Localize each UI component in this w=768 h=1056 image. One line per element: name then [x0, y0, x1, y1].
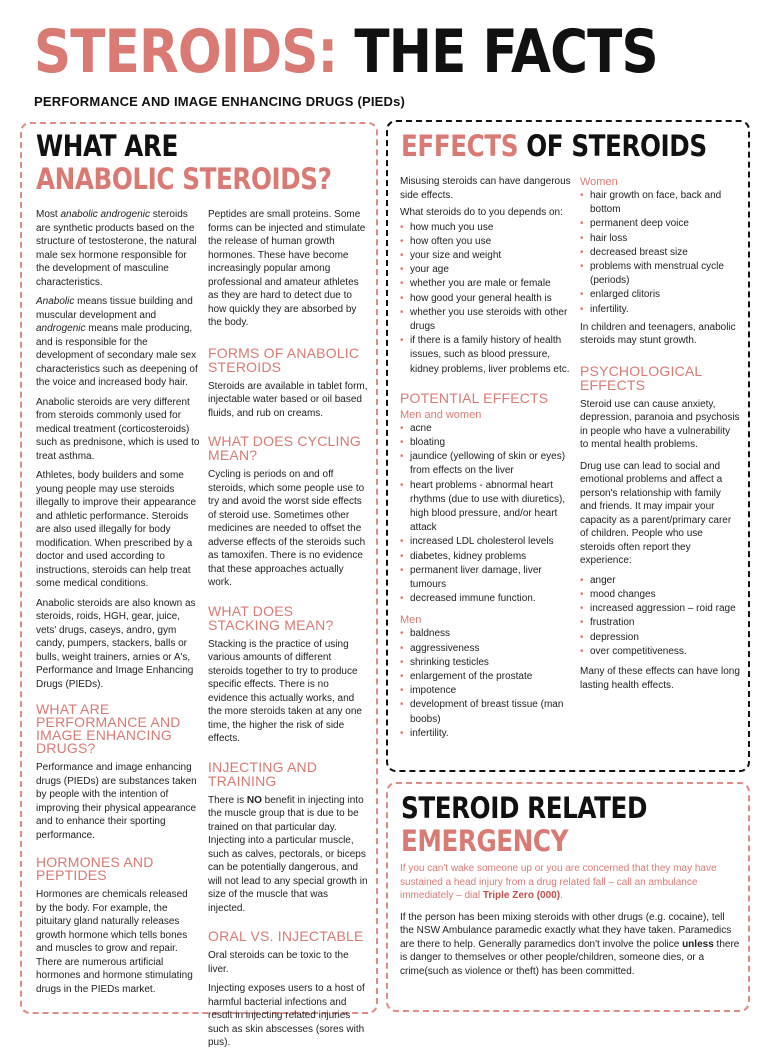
list-item: • problems with menstrual cycle (periods): [580, 260, 740, 288]
text-span: If the person has been mixing steroids with other drugs (e.g. cocaine), tell the NSW Ambulance paramedic exactly what they have taken. Paramedics are there to help. Generally paramedics don't involve the police: [400, 911, 732, 950]
men-women-list: [400, 422, 572, 607]
list-item: • shrinking testicles: [400, 656, 572, 670]
list-item: • whether you are male or female: [400, 277, 572, 291]
text-span: There is: [208, 794, 247, 806]
para-psych-end: Many of these effects can have long lasting health effects.: [580, 666, 740, 691]
left-column-2: [208, 208, 368, 1056]
title-part2: THE FACTS: [354, 17, 658, 87]
para-cycling: Cycling is periods on and off steroids, which some people use to try and avoid the worst side effects of steroid use. Sometimes other medicines are needed to offset the adverse effects of the steroids such as tamoxifen. There is no evidence that these approaches actually work.: [208, 469, 366, 588]
heading-hormones-peptides: HORMONES AND PEPTIDES: [36, 854, 154, 883]
title-part1: STEROIDS:: [34, 17, 338, 87]
list-item: • aggressiveness: [400, 642, 572, 656]
list-item: • hair loss: [580, 232, 740, 246]
list-item: • acne: [400, 422, 572, 436]
page-title: [34, 14, 658, 90]
subheading-women: Women: [580, 176, 618, 188]
psych-list: [580, 574, 740, 659]
para-forms: Steroids are available in tablet form, injectable water based or oil based fluids, and rub on creams.: [208, 380, 368, 419]
text-span: benefit in injecting into the muscle group that is due to be trained on that particular day. Injecting into a particular muscle, such as calves, pectorals, or biceps can be potentially dangerous, and will not lead to any special growth in size of the muscle that was injected.: [208, 794, 368, 914]
list-item: • depression: [580, 631, 740, 645]
list-item: • impotence: [400, 684, 572, 698]
para-peptides: Peptides are small proteins. Some forms can be injected and stimulate the release of human growth hormones. These have become increasingly popular among professional and amateur athletes as they are hard to detect due to how quickly they are absorbed by the body.: [208, 209, 366, 328]
anabolic-heading-line1: WHAT ARE: [36, 129, 178, 163]
heading-forms: FORMS OF ANABOLIC STEROIDS: [208, 344, 360, 375]
text-italic: androgenic: [36, 323, 86, 334]
text-span: there is danger to themselves or other people/children, someone dies, or a crime(such as violence or theft) has been committed.: [400, 938, 740, 977]
list-item: • permanent liver damage, liver tumours: [400, 564, 572, 592]
text-italic: Anabolic: [36, 296, 75, 307]
list-item: • permanent deep voice: [580, 217, 740, 231]
text-span: If you can't wake someone up or you are concerned that they may have sustained a head injury from a drug related fall – call an ambulance immediately – dial: [400, 863, 717, 901]
list-item: • development of breast tissue (man boobs): [400, 698, 572, 726]
heading-oral: ORAL VS. INJECTABLE: [208, 928, 364, 944]
para-psych-2: Drug use can lead to social and emotional problems and affect a person's relationship with family and friends. It may impair your capacity as a parent/primary carer of children. People who use steroids often report they experience:: [580, 460, 732, 567]
heading-stacking: WHAT DOES STACKING MEAN?: [208, 602, 334, 633]
list-item: • your age: [400, 263, 572, 277]
effects-heading-part1: EFFECTS: [401, 129, 519, 163]
women-list: [580, 189, 740, 317]
effects-heading: [401, 130, 707, 163]
text-span: steroids are synthetic products based on the structure of testosterone, the natural male sex hormone responsible for the development of masculine characteristics.: [36, 209, 197, 288]
list-item: • mood changes: [580, 588, 740, 602]
para-injecting: [208, 794, 368, 916]
list-item: • infertility.: [580, 303, 740, 317]
emergency-heading: [401, 792, 647, 858]
emergency-heading-line2: EMERGENCY: [401, 824, 569, 858]
para-anabolic-meaning: [36, 295, 200, 390]
heading-injecting: INJECTING AND TRAINING: [208, 758, 318, 789]
para-athletes: Athletes, body builders and some young people may use steroids illegally to improve their appearance and athletic performance. Steroids are also used illegally for body modification. When prescribed by a doctor and used according to instructions, steroids can help treat some medical conditions.: [36, 470, 197, 589]
list-item: • enlargement of the prostate: [400, 670, 572, 684]
effects-heading-part2: OF STEROIDS: [526, 129, 707, 163]
page-subtitle: PERFORMANCE AND IMAGE ENHANCING DRUGS (PIEDs): [34, 94, 406, 109]
para-children: In children and teenagers, anabolic steroids may stunt growth.: [580, 321, 736, 347]
list-item: • bloating: [400, 436, 572, 450]
list-item: • how often you use: [400, 235, 572, 249]
left-column-1: [36, 208, 200, 1002]
list-item: • increased LDL cholesterol levels: [400, 535, 572, 549]
anabolic-heading: [36, 130, 331, 196]
text-italic: anabolic androgenic: [60, 209, 150, 220]
list-item: • heart problems - abnormal heart rhythms (due to use with diuretics), high blood pressure, and/or heart attack: [400, 479, 572, 536]
text-span: means tissue building and muscular development and: [36, 296, 193, 321]
heading-cycling: WHAT DOES CYCLING MEAN?: [208, 433, 362, 463]
text-bold: unless: [682, 938, 714, 950]
list-item: • whether you use steroids with other drugs: [400, 306, 572, 334]
list-item: • enlarged clitoris: [580, 288, 740, 302]
list-item: • jaundice (yellowing of skin or eyes) from effects on the liver: [400, 450, 572, 478]
heading-what-are-pieds: WHAT ARE PERFORMANCE AND IMAGE ENHANCING DRUGS?: [36, 701, 181, 756]
para-corticosteroids: Anabolic steroids are very different from steroids commonly used for medical treatment (corticosteroids) such as prednisone, which is used to treat asthma.: [36, 396, 200, 462]
text-span: .: [560, 890, 563, 901]
effects-column-1: [400, 175, 572, 741]
list-item: • decreased breast size: [580, 246, 740, 260]
text-span: means male producing, and is responsible for the development of secondary male sex characteristics such as deepening of the voice and increased body hair.: [36, 323, 198, 388]
para-depends: What steroids do to you depends on:: [400, 207, 563, 218]
list-item: • how much you use: [400, 221, 572, 235]
text-span: Most: [36, 209, 61, 220]
list-item: • diabetes, kidney problems: [400, 550, 572, 564]
text-bold: NO: [246, 794, 262, 806]
subheading-men-women: Men and women: [400, 408, 482, 421]
list-item: • increased aggression – roid rage: [580, 602, 740, 616]
list-item: • hair growth on face, back and bottom: [580, 189, 740, 217]
list-item: • infertility.: [400, 727, 572, 741]
para-effects-intro: Misusing steroids can have dangerous side effects.: [400, 176, 571, 201]
list-item: • your size and weight: [400, 249, 572, 263]
men-list: [400, 627, 572, 741]
para-stacking: Stacking is the practice of using various amounts of different steroids together to try to produce specific effects. There is no evidence this actually works, and the more steroids taken at any one time, the higher the risk of side effects.: [208, 638, 362, 744]
para-emergency-info: [400, 911, 740, 979]
subheading-men: Men: [400, 614, 422, 627]
list-item: • over competitiveness.: [580, 645, 740, 659]
anabolic-heading-line2: ANABOLIC STEROIDS?: [36, 162, 332, 196]
para-pieds: Performance and image enhancing drugs (PIEDs) are substances taken by people with the intention of improving their physical appearance and to enhance their sporting performance.: [36, 762, 197, 841]
heading-psychological: PSYCHOLOGICAL EFFECTS: [580, 362, 702, 393]
list-item: • if there is a family history of health issues, such as blood pressure, kidney problems, liver problems etc.: [400, 334, 572, 377]
list-item: • how good your general health is: [400, 292, 572, 306]
list-item: • baldness: [400, 627, 572, 641]
para-hormones: Hormones are chemicals released by the body. For example, the pituitary gland naturally releases growth hormone which tells bones and muscles to grow and repair. There are numerous artificial hormones and hormone stimulating drugs in the PIEDs market.: [36, 889, 193, 995]
para-oral-1: Oral steroids can be toxic to the liver.: [208, 950, 349, 975]
para-intro: [36, 208, 200, 289]
text-bold: Triple Zero (000): [482, 890, 561, 901]
list-item: • frustration: [580, 616, 740, 630]
para-psych-1: Steroid use can cause anxiety, depression, paranoia and psychosis in people who have a vulnerability to mental health problems.: [580, 398, 740, 451]
para-emergency-warning: [400, 862, 740, 903]
effects-column-2: [580, 175, 740, 698]
para-street-names: Anabolic steroids are also known as steroids, roids, HGH, gear, juice, vets' drugs, caseys, andro, gym candy, pumpers, stackers, balls or bulls, weight trainers, arnies or A's, Performance and Image Enhancing Drugs (PIEDs).: [36, 597, 196, 690]
depends-list: [400, 221, 572, 377]
para-oral-2: Injecting exposes users to a host of harmful bacterial infections and result in injecting related injuries such as skin abscesses (sores with pus).: [208, 983, 365, 1048]
list-item: • anger: [580, 574, 740, 588]
heading-potential-effects: POTENTIAL EFFECTS: [400, 389, 549, 406]
list-item: • decreased immune function.: [400, 592, 572, 606]
emergency-heading-line1: STEROID RELATED: [401, 791, 647, 825]
emergency-body: [400, 862, 740, 984]
